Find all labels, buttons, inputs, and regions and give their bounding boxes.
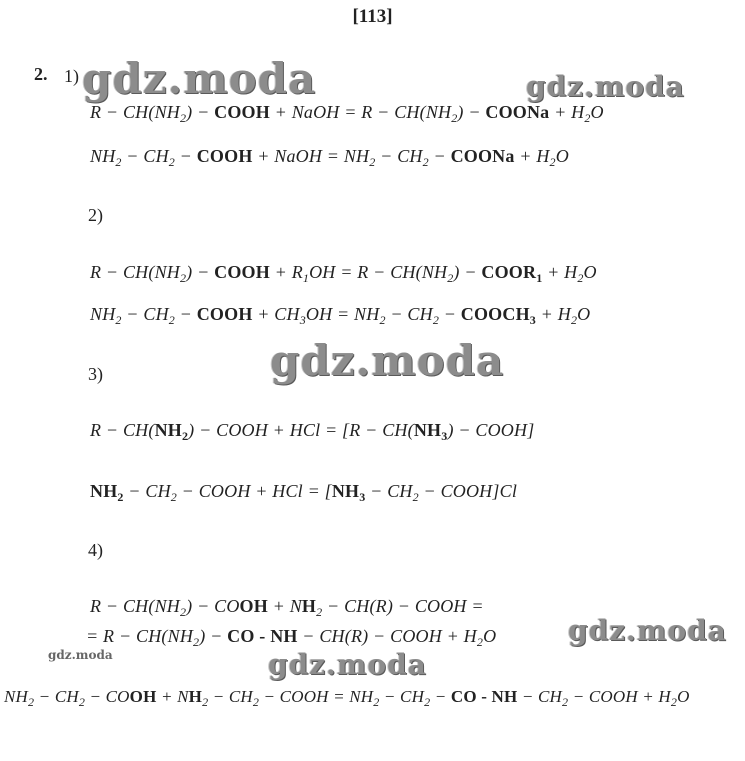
- equation-1a: $R - CH(NH_2)$ − COOH + NaOH = $R - CH(NH_2)$ − COONa + $H_2O$: [90, 102, 604, 125]
- part-label-3: 3): [88, 364, 103, 384]
- part-label-2: 2): [88, 205, 103, 225]
- page-number: [113]: [352, 6, 393, 27]
- part-label-4: 4): [88, 540, 103, 560]
- equation-3b: $NH_2 - CH_2$ − COOH + HCl = [$NH_3 - CH_2$ − COOH]Cl: [90, 481, 518, 504]
- watermark-logo: gdz.moda: [268, 648, 427, 681]
- watermark-logo: gdz.moda: [270, 336, 505, 385]
- watermark-logo: gdz.moda: [568, 614, 727, 647]
- watermark-logo: gdz.moda: [526, 70, 685, 103]
- equation-4a-line1: $R - CH(NH_2)$ − COOH + $NH_2 - CH(R)$ − COOH =: [90, 596, 484, 619]
- part-label-1: 1): [64, 66, 79, 86]
- equation-2b: $NH_2 - CH_2$ − COOH + $CH_3OH = NH_2 - CH_2$ − $COOCH_3 + H_2O$: [90, 304, 591, 327]
- task-number: 2.: [34, 64, 48, 84]
- watermark-logo: gdz.moda: [82, 54, 317, 103]
- equation-2a: $R - CH(NH_2)$ − COOH + $R_1OH = R - CH(NH_2)$ − $COOR_1 + H_2O$: [90, 262, 597, 285]
- watermark-logo-small: gdz.moda: [48, 648, 113, 662]
- equation-3a: $R - CH(NH_2)$ − COOH + HCl = [$R - CH(NH_3)$ − COOH]: [90, 420, 535, 443]
- equation-4b: $NH_2 - CH_2$ − COOH + $NH_2 - CH_2$ − COOH = $NH_2 - CH_2$ − CO - NH − $CH_2$ − COOH + $H_2O$: [4, 687, 690, 709]
- equation-4a-line2: = $R - CH(NH_2)$ − CO - NH − CH(R) − COOH + $H_2O$: [86, 626, 497, 649]
- equation-1b: $NH_2 - CH_2$ − COOH + NaOH = $NH_2 - CH_2$ − COONa + $H_2O$: [90, 146, 569, 169]
